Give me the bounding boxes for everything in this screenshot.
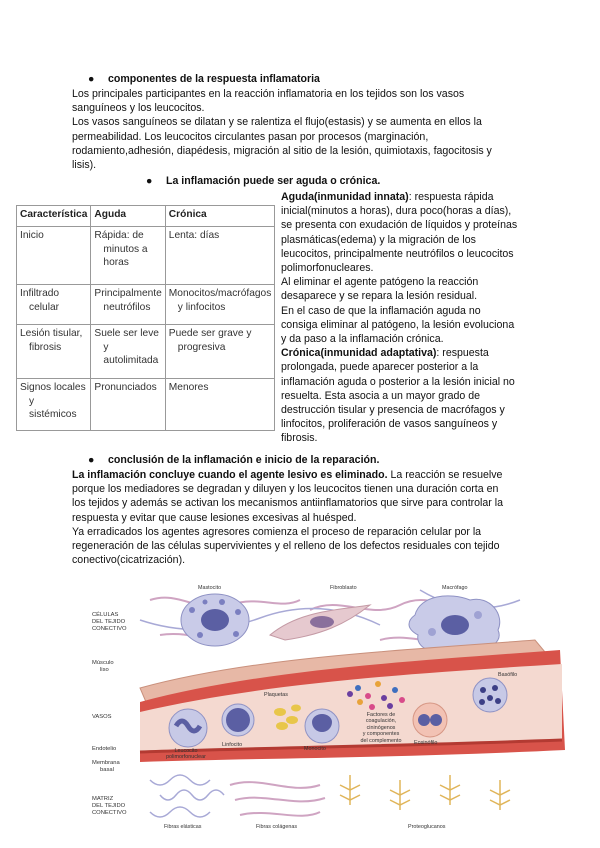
text-line: linfocitos, proliferación de vasos sanguíneos y [281, 418, 498, 431]
label-monocito: Monocito [304, 746, 326, 752]
aguda-cronica-text [281, 190, 597, 446]
column-header: Característica [17, 206, 91, 227]
text-line: prolongada, puede aparecer posterior a la [281, 361, 479, 374]
text-line: rodamiento,adhesión, diapédesis, migración al sitio de la lesión, quimiotaxis, fagocitosis y [72, 144, 492, 157]
table-cell: Principalmente neutrófilos [91, 285, 165, 325]
text-line: regeneración de las células supervivientes y el relleno de los defectos residuales con tejido [72, 540, 500, 553]
text-line: respuesta y evitar que cause lesiones excesivas al huésped. [72, 511, 357, 524]
table-cell: Puede ser grave y progresiva [165, 325, 275, 379]
label-leucocito: Leucocito polimorfonuclear [166, 748, 206, 761]
paragraph-conclusion [72, 468, 596, 567]
label-macrofago: Macrófago [442, 585, 468, 591]
table-header-row [17, 206, 275, 227]
label-basofilo: Basófilo [498, 672, 518, 678]
text-line: Los principales participantes en la reacción inflamatoria en los tejidos son los vasos [72, 88, 465, 100]
table-row [17, 227, 275, 285]
label-celulas-tejido: CÉLULAS DEL TEJIDO CONECTIVO [92, 612, 127, 632]
table-row [17, 379, 275, 431]
label-musculo: Músculo liso [92, 660, 114, 673]
neutrophil-cell [169, 709, 207, 747]
text-line: fibrosis. [281, 432, 318, 445]
table-cell: Monocitos/macrófagos y linfocitos [165, 285, 275, 325]
table-cell: Pronunciados [91, 379, 165, 431]
text-line: lisis). [72, 159, 97, 172]
label-fibras-colagenas: Fibras colágenas [256, 824, 298, 830]
fibroblast-cell [270, 605, 370, 640]
bullet-icon: ● [88, 73, 95, 85]
text-line: y da paso a la inflamación crónica. [281, 333, 444, 346]
bullet-icon: ● [88, 454, 95, 466]
table-cell: Rápida: de minutos a horas [91, 227, 165, 285]
bold-lead: La inflamación concluye cuando el agente lesivo es eliminado. [72, 469, 388, 481]
label-plaquetas: Plaquetas [264, 692, 288, 698]
mastocyte-cell [181, 594, 249, 646]
lymphocyte-cell [222, 704, 254, 736]
elastic-fibers-bottom [150, 775, 224, 817]
table-cell: Lenta: días [165, 227, 275, 285]
text-line: Al eliminar el agente patógeno la reacción [281, 276, 479, 289]
label-mastocito: Mastocito [198, 585, 222, 591]
text-line: Ya erradicados los agentes agresores comienza el proceso de reparación celular por la [72, 525, 482, 538]
text-line: conectivo(cicatrización). [72, 554, 186, 567]
text-line: destrucción tisular y presencia de macrófagos y [281, 404, 505, 417]
column-header: Aguda [91, 206, 165, 227]
text-fragment: La reacción se resuelve [387, 469, 503, 481]
text-line: porque los mediadores se degradan y diluyen y los leucocitos tienen una duración corta en [72, 483, 499, 496]
table-cell: Lesión tisular, fibrosis [17, 325, 91, 379]
proteoglycans [340, 775, 510, 810]
label-fibras-elasticas: Fibras elásticas [164, 824, 202, 830]
cronica-title: Crónica(inmunidad adaptativa) [281, 347, 437, 360]
aguda-title: Aguda(inmunidad innata) [281, 191, 409, 203]
collagen-fibers-bottom [230, 782, 325, 816]
text-line: se presenta con exudación de líquidos y proteínas [281, 219, 518, 232]
basophil-cell [473, 678, 507, 712]
aguda-first-line [281, 190, 597, 204]
text-fragment: : respuesta rápida [408, 191, 494, 203]
text-line: inicial(minutos a horas), dura poco(horas a días), [281, 205, 512, 218]
paragraph-componentes [72, 87, 592, 172]
label-proteoglucanos: Proteoglucanos [408, 824, 446, 830]
section-heading: componentes de la respuesta inflamatoria [108, 73, 320, 85]
table-cell: Menores [165, 379, 275, 431]
table-cell: Inicio [17, 227, 91, 285]
text-line: En el caso de que la inflamación aguda no [281, 304, 481, 317]
bullet-icon: ● [146, 175, 153, 187]
label-membrana: Membrana basal [92, 760, 120, 773]
eosinophil-cell [413, 703, 447, 737]
text-line: consiga eliminar al patógeno, la lesión evoluciona [281, 318, 515, 331]
cronica-first-line [281, 346, 597, 360]
table-row [17, 325, 275, 379]
figure-illustration [0, 580, 600, 848]
text-line: Los vasos sanguíneos se dilatan y se ralentiza el flujo(estasis) y se aumenta en ellos la [72, 116, 482, 129]
label-vasos: VASOS [92, 714, 112, 720]
table-cell: Signos locales y sistémicos [17, 379, 91, 431]
text-line: sanguíneos y los leucocitos. [72, 102, 205, 115]
text-line: desaparece y se repara la lesión residual. [281, 290, 478, 303]
label-factores: Factores de coagulación, cininógenos y componentes del complemento [360, 712, 402, 744]
inflammation-figure [0, 580, 600, 848]
conclusion-lead [72, 468, 596, 482]
section-heading: conclusión de la inflamación e inicio de la reparación. [108, 454, 380, 466]
text-line: polimorfonucleares. [281, 262, 374, 275]
text-line: leucocitos, principalmente neutrófilos o leucocitos [281, 247, 514, 260]
label-linfocito: Linfocito [222, 742, 243, 748]
text-line: inflamación aguda o posterior a la lesión inicial no [281, 375, 515, 388]
table-cell: Suele ser leve y autolimitada [91, 325, 165, 379]
comparison-table [16, 205, 275, 431]
label-fibroblasto: Fibroblasto [330, 585, 357, 591]
section-heading: La inflamación puede ser aguda o crónica. [166, 175, 381, 187]
table-cell: Infiltrado celular [17, 285, 91, 325]
label-eosinofilo: Eosinófilo [414, 740, 438, 746]
text-line: los tejidos y además se activan los mecanismos antiinflamatorios que sirve para controlar la [72, 497, 504, 510]
label-matriz: MATRIZ DEL TEJIDO CONECTIVO [92, 796, 127, 816]
text-line: permeabilidad. Los leucocitos circulantes pasan por procesos (marginación, [72, 130, 429, 143]
text-line: plasmáticas(edema) y la migración de los [281, 233, 476, 246]
text-fragment: : respuesta [436, 347, 489, 360]
text-line: resuelta. Esta asocia a un mayor grado de [281, 389, 481, 402]
table-row [17, 285, 275, 325]
column-header: Crónica [165, 206, 275, 227]
label-endotelio: Endotelio [92, 746, 117, 752]
monocyte-cell [305, 709, 339, 743]
